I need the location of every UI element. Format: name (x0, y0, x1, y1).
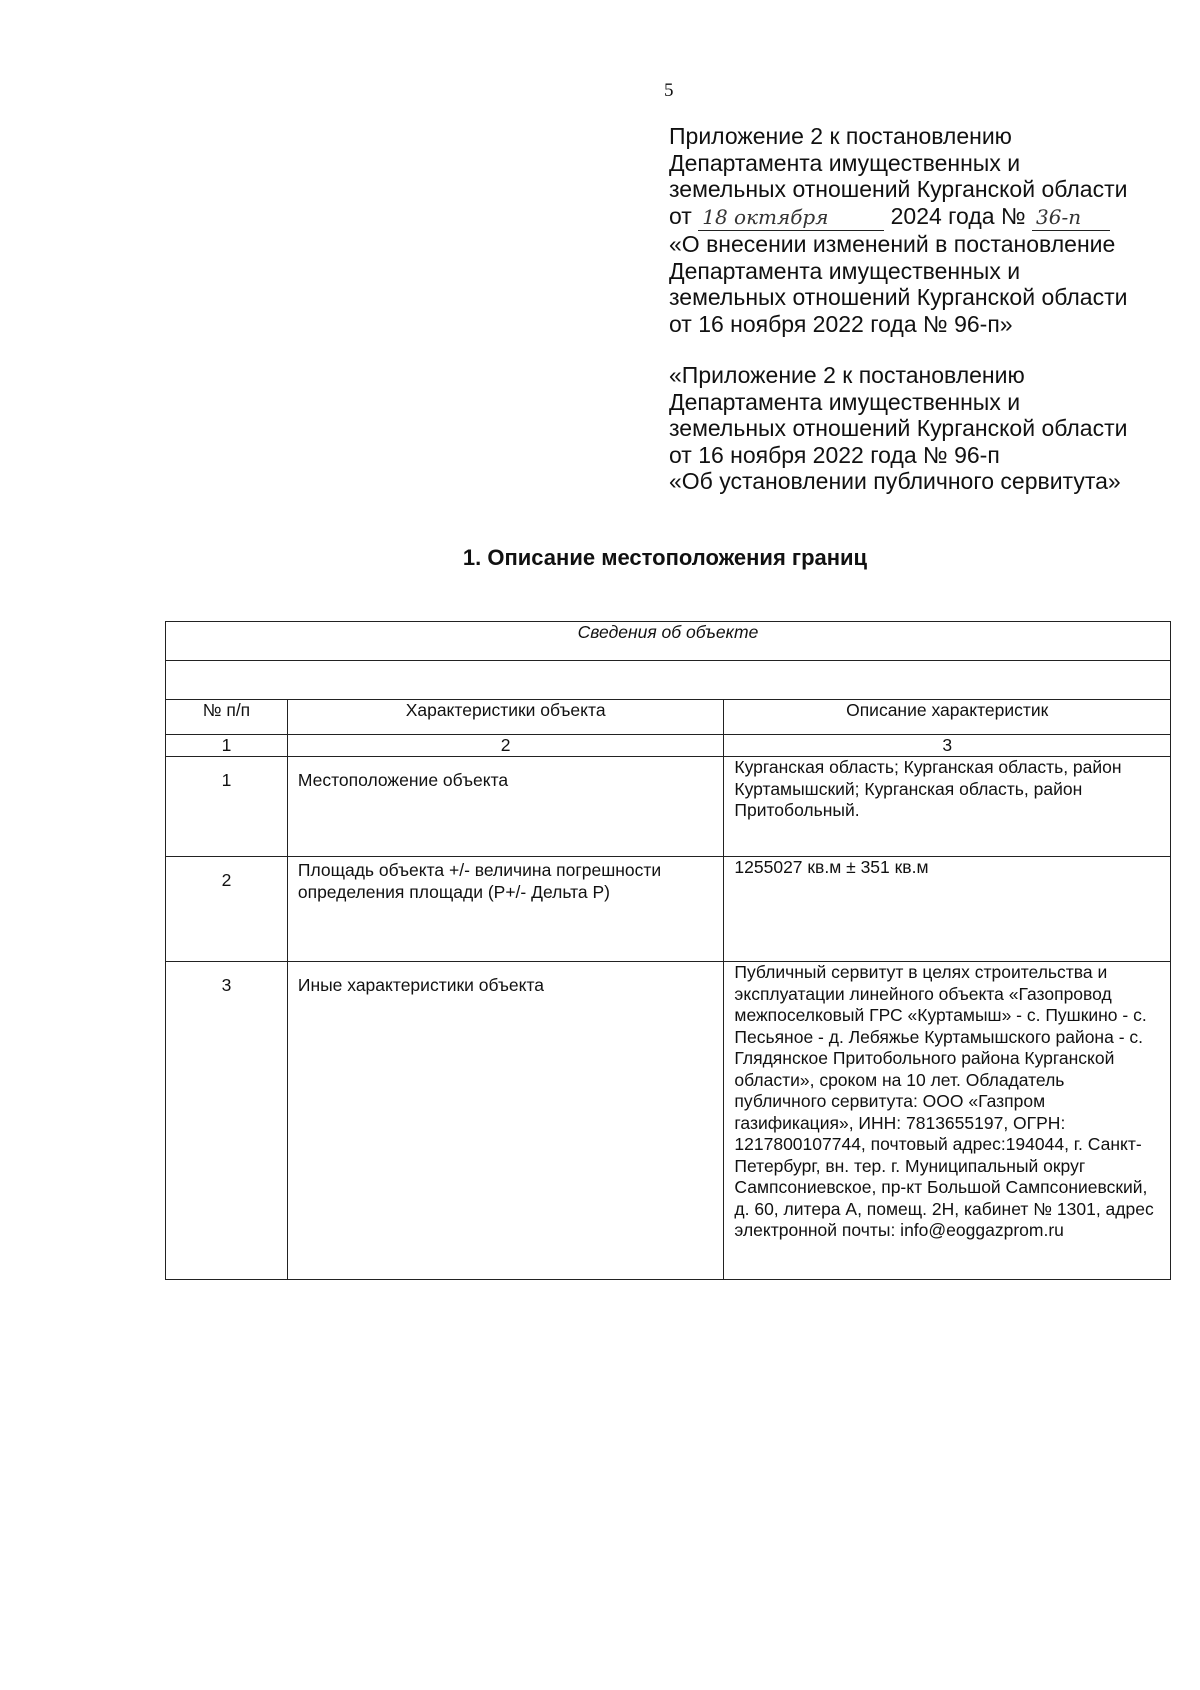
column-numbers-row (166, 735, 1171, 757)
row-characteristic: Местоположение объекта (287, 757, 724, 857)
year-text: 2024 года № (890, 202, 1026, 229)
column-number: 2 (287, 735, 724, 757)
annex-line: Департамента имущественных и (669, 257, 1021, 284)
annex-line: земельных отношений Курганской области (669, 415, 1128, 441)
annex-line: Департамента имущественных и (669, 388, 1021, 415)
row-description: Курганская область; Курганская область, район Куртамышский; Курганская область, район Притобольный. (724, 757, 1171, 857)
column-header: Описание характеристик (724, 700, 1171, 735)
column-number: 1 (166, 735, 288, 757)
handwritten-number: 36-п (1032, 204, 1110, 232)
table-header: Сведения об объекте (166, 622, 1171, 661)
annex-date-line (669, 203, 1169, 232)
date-prefix: от (669, 202, 692, 229)
annex-line: «О внесении изменений в постановление (669, 231, 1116, 257)
table-row (166, 962, 1171, 1280)
column-number: 3 (724, 735, 1171, 757)
annex-line: «Об установлении публичного сервитута» (669, 468, 1121, 494)
row-number: 1 (166, 757, 288, 857)
row-number: 2 (166, 857, 288, 962)
annex-line: земельных отношений Курганской области (669, 176, 1128, 202)
column-headers-row (166, 700, 1171, 735)
annex-line: Приложение 2 к постановлению (669, 123, 1012, 149)
row-characteristic: Площадь объекта +/- величина погрешности определения площади (Р+/- Дельта Р) (287, 857, 724, 962)
annex-header-original (669, 362, 1169, 495)
column-header: № п/п (166, 700, 288, 735)
table-header-row (166, 622, 1171, 661)
row-characteristic: Иные характеристики объекта (287, 962, 724, 1280)
row-description: 1255027 кв.м ± 351 кв.м (724, 857, 1171, 962)
object-info-table (165, 621, 1171, 1280)
table-row (166, 757, 1171, 857)
column-header: Характеристики объекта (287, 700, 724, 735)
section-title: 1. Описание местоположения границ (462, 545, 868, 570)
annex-line: Департамента имущественных и (669, 149, 1021, 176)
empty-cell (166, 661, 1171, 700)
annex-line: земельных отношений Курганской области (669, 284, 1128, 310)
table-empty-row (166, 661, 1171, 700)
page-number: 5 (664, 80, 674, 101)
handwritten-date: 18 октября (698, 204, 884, 232)
annex-line: «Приложение 2 к постановлению (669, 362, 1025, 388)
annex-line: от 16 ноября 2022 года № 96-п (669, 441, 1000, 468)
annex-header-current (669, 123, 1169, 337)
table-row (166, 857, 1171, 962)
row-description: Публичный сервитут в целях строительства и эксплуатации линейного объекта «Газопровод межпоселковый ГРС «Куртамыш» - с. Пушкино - с. Песьяное - д. Лебяжье Куртамышского района - с. Глядянское Притобольного района Курганской области», сроком на 10 лет. Обладатель публичного сервитута: ООО «Газпром газификация», ИНН: 7813655197, ОГРН: 1217800107744, почтовый адрес:194044, г. Санкт-Петербург, вн. тер. г. Муниципальный округ Сампсониевское, пр-кт Большой Сампсониевский, д. 60, литера А, помещ. 2Н, кабинет № 1301, адрес электронной почты: info@eoggazprom.ru (724, 962, 1171, 1280)
annex-line: от 16 ноября 2022 года № 96-п» (669, 310, 1013, 337)
row-number: 3 (166, 962, 288, 1280)
